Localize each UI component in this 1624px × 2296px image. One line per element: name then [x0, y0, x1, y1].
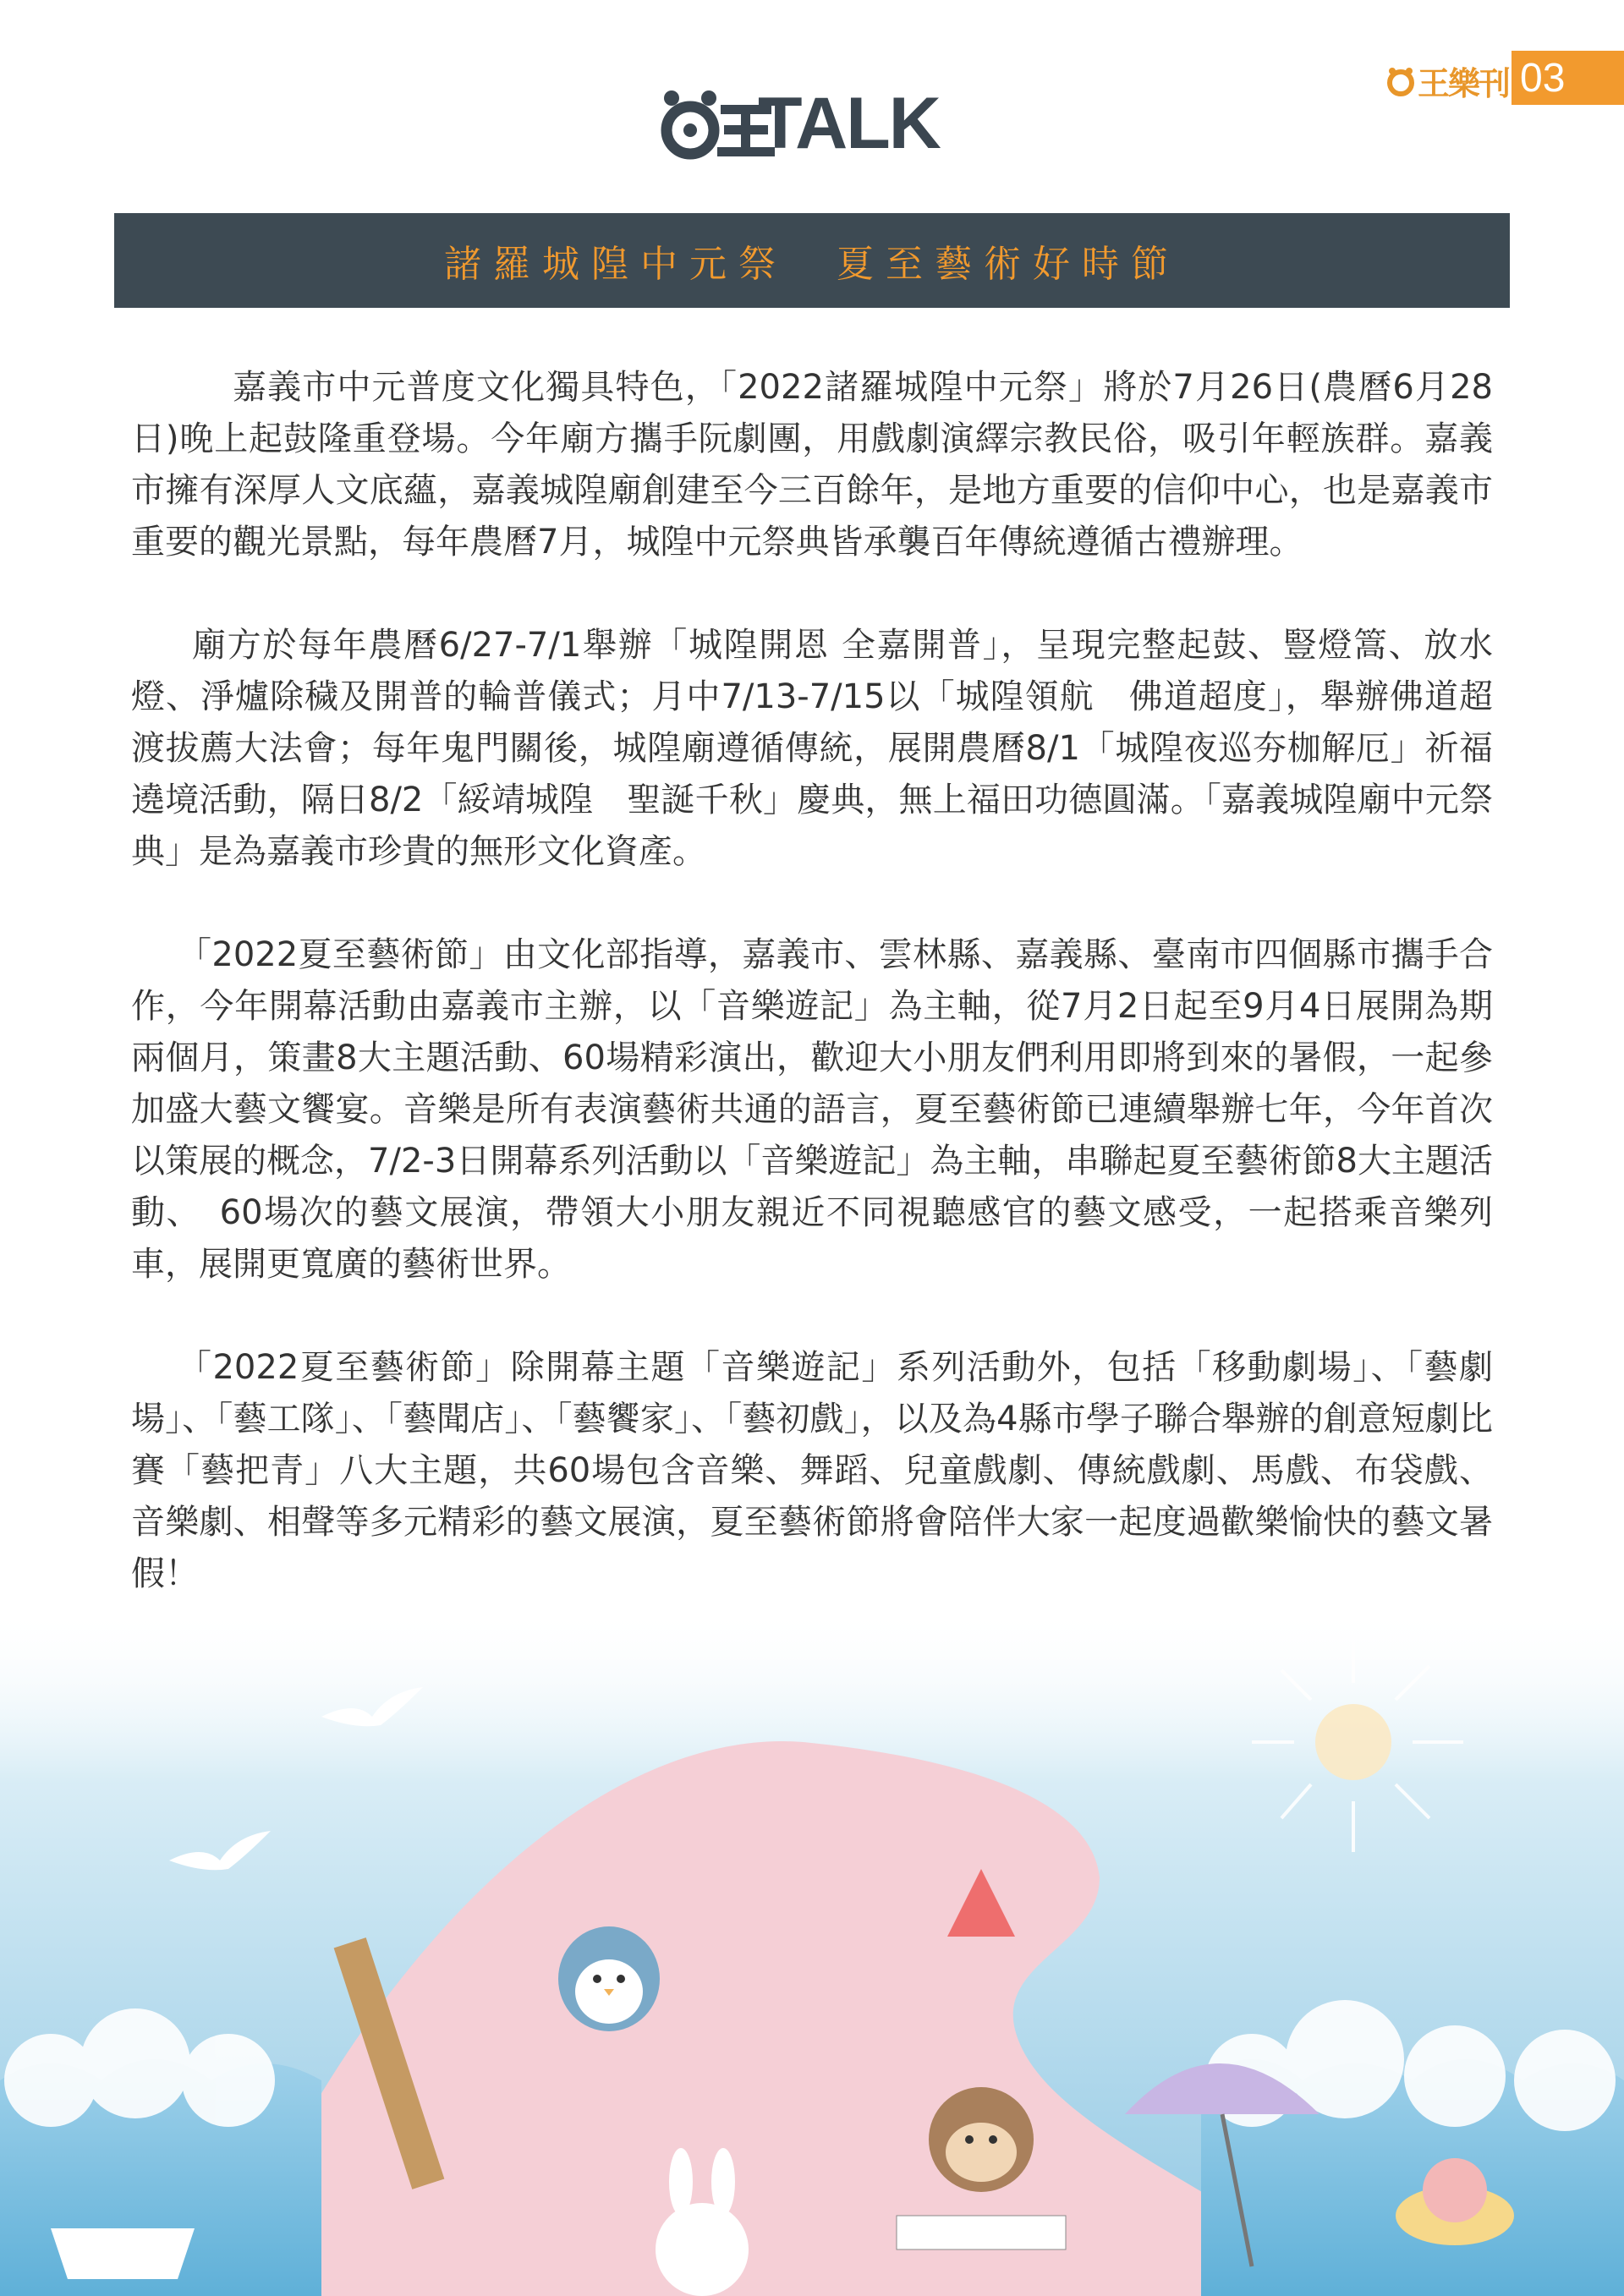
article-body [131, 362, 1493, 1652]
talk-logo [656, 83, 940, 164]
penguin-icon [558, 1926, 660, 2031]
title-banner [114, 213, 1510, 308]
brand-mascot-icon [1385, 66, 1416, 96]
corner-brand-text: 王樂刊 [1418, 65, 1510, 102]
logo-text: TALK [758, 83, 940, 164]
paragraph-4: 「2022夏至藝術節」除開幕主題「音樂遊記」系列活動外，包括「移動劇場」、「藝劇場」、「藝工隊」、「藝聞店」、「藝饗家」、「藝初戲」，以及為4縣市學子聯合舉辦的創意短劇比賽「藝把青」八大主題，共60場包含音樂、舞蹈、兒童戲劇、傳統戲劇、馬戲、布袋戲、音樂劇、相聲等多元精彩的藝文展演，夏至藝術節將會陪伴大家一起度過歡樂愉快的藝文暑假！ [131, 1348, 1493, 1593]
summer-illustration [0, 1607, 1624, 2296]
page-number: 03 [1512, 51, 1624, 105]
paragraph-1: 嘉義市中元普度文化獨具特色，「2022諸羅城隍中元祭」將於7月26日(農曆6月28日)晚上起鼓隆重登場。今年廟方攜手阮劇團，用戲劇演繹宗教民俗，吸引年輕族群。嘉義市擁有深厚人文底蘊，嘉義城隍廟創建至今三百餘年，是地方重要的信仰中心，也是嘉義市重要的觀光景點，每年農曆7月，城隍中元祭典皆承襲百年傳統遵循古禮辦理。 [131, 368, 1493, 562]
paragraph-2: 廟方於每年農曆6/27-7/1舉辦「城隍開恩 全嘉開普」，呈現完整起鼓、豎燈篙、放水燈、淨爐除穢及開普的輪普儀式；月中7/13-7/15以「城隍領航 佛道超度」，舉辦佛道超渡拔薦大法會；每年鬼門關後，城隍廟遵循傳統，展開農曆8/1「城隍夜巡夯枷解厄」祈福遶境活動，隔日8/2「綏靖城隍 聖誕千秋」慶典，無上福田功德圓滿。「嘉義城隍廟中元祭典」是為嘉義市珍貴的無形文化資產。 [131, 626, 1493, 871]
paragraph-3: 「2022夏至藝術節」由文化部指導，嘉義市、雲林縣、嘉義縣、臺南市四個縣市攜手合作，今年開幕活動由嘉義市主辦，以「音樂遊記」為主軸，從7月2日起至9月4日展開為期兩個月，策畫8大主題活動、60場精彩演出，歡迎大小朋友們利用即將到來的暑假，一起參加盛大藝文饗宴。音樂是所有表演藝術共通的語言，夏至藝術節已連續舉辦七年，今年首次以策展的概念，7/2-3日開幕系列活動以「音樂遊記」為主軸，串聯起夏至藝術節8大主題活動、 60場次的藝文展演，帶領大小朋友親近不同視聽感官的藝文感受，一起搭乘音樂列車，展開更寬廣的藝術世界。 [131, 935, 1493, 1284]
corner-brand [1385, 58, 1509, 104]
article-title: 諸羅城隍中元祭 夏至藝術好時節 [444, 243, 1180, 286]
sailboat-icon [51, 2228, 195, 2279]
